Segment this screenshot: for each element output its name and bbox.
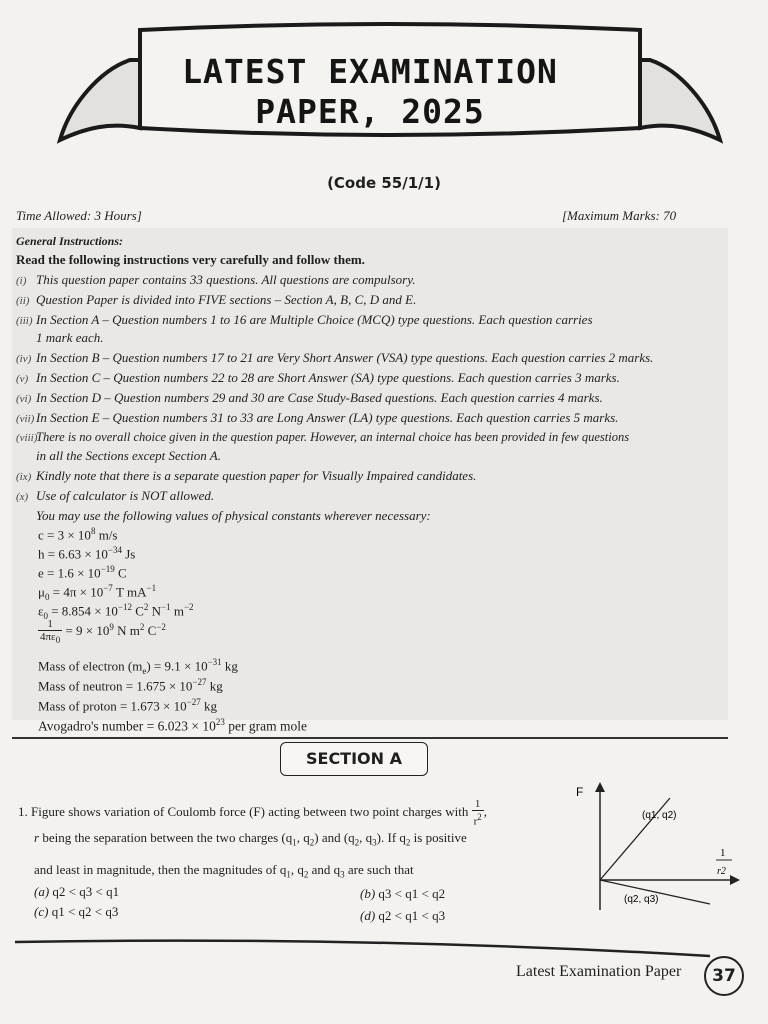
x-axis-label-den: r2 (717, 866, 726, 877)
instruction-item: (vii) In Section E – Question numbers 31 to 33 are Long Answer (LA) type questions. Each question carries 5 marks. (16, 410, 619, 425)
constant-eps0: $\varepsilon_0 = 8.854 \times 10^{-12}$ $C^2$ $N^{-1}$ $m^{-2}$ (38, 602, 194, 621)
constant-c: $c = 3 \times 10^8$ m/s (38, 526, 118, 543)
instruction-item: (v) In Section C – Question numbers 22 to 28 are Short Answer (SA) type questions. Each question carries 3 marks. (16, 370, 620, 385)
constant-coulomb: $\frac{1}{4\pi\varepsilon_0}$ = $9 \times 10^9$ N $m^2$ $C^{-2}$ (40, 618, 166, 646)
instruction-item-cont: 1 mark each. (36, 330, 104, 345)
instruction-item: (vi) In Section D – Question numbers 29 and 30 are Case Study-Based questions. Each question carries 4 marks. (16, 390, 603, 405)
coulomb-force-graph (560, 780, 750, 920)
option-a: (a) q2 < q3 < q1 (34, 884, 120, 899)
instructions-heading: General Instructions: (16, 234, 124, 248)
constant-h: $h = 6.63 \times 10^{-34}$ Js (38, 545, 136, 562)
title-line-1: LATEST EXAMINATION (182, 52, 558, 91)
panel-bottom-rule (12, 737, 728, 739)
x-axis-arrow (730, 875, 740, 885)
footer-rule (10, 930, 730, 960)
x-axis-label-num: 1 (720, 847, 726, 859)
constants-intro: You may use the following values of physical constants wherever necessary: (36, 508, 431, 523)
mass-proton: Mass of proton = $1.673 \times 10^{-27}$ kg (38, 697, 217, 714)
option-d: (d) q2 < q1 < q3 (360, 908, 446, 923)
option-c: (c) q1 < q2 < q3 (34, 904, 119, 919)
instruction-item: (ii) Question Paper is divided into FIVE sections – Section A, B, C, D and E. (16, 292, 417, 307)
question-1-line-1: 1. Figure shows variation of Coulomb force (F) acting between two point charges with $\frac{1}{r^2}$ , (18, 798, 488, 828)
y-axis-arrow (595, 782, 605, 792)
instruction-item: (iii) In Section A – Question numbers 1 to 16 are Multiple Choice (MCQ) type questions. Each question carries (16, 312, 593, 327)
option-b: (b) q3 < q1 < q2 (360, 886, 446, 901)
instruction-item-cont: in all the Sections except Section A. (36, 448, 221, 463)
instructions-lead: Read the following instructions very carefully and follow them. (16, 252, 365, 267)
y-axis-label: F (576, 785, 584, 799)
instruction-item: (ix) Kindly note that there is a separate question paper for Visually Impaired candidates. (16, 468, 477, 483)
page-number: 37 (704, 956, 744, 996)
question-1-line-2: r being the separation between the two charges ($q_1$, $q_2$) and ($q_2$, $q_3$). If $q_2$ is positive (34, 830, 467, 848)
time-allowed: Time Allowed: 3 Hours] (16, 208, 142, 223)
label-q1-q2: (q1, q2) (642, 810, 677, 821)
footer-title: Latest Examination Paper (516, 963, 682, 980)
instruction-item: (iv) In Section B – Question numbers 17 to 21 are Very Short Answer (VSA) type questions. Each question carries 2 marks. (16, 350, 654, 365)
mass-electron: Mass of electron $(m_e) = 9.1 \times 10^{-31}$ kg (38, 657, 238, 676)
instruction-item: (i) This question paper contains 33 questions. All questions are compulsory. (16, 272, 416, 287)
title-line-2: PAPER, 2025 (255, 92, 485, 131)
constant-mu0: $\mu_0 = 4\pi \times 10^{-7}$ T $mA^{-1}$ (38, 583, 157, 602)
question-1-line-3: and least in magnitude, then the magnitudes of $q_1$, $q_2$ and $q_3$ are such that (34, 862, 414, 880)
max-marks: [Maximum Marks: 70 (562, 208, 677, 223)
instruction-item: (x) Use of calculator is NOT allowed. (16, 488, 215, 503)
paper-code: (Code 55/1/1) (327, 174, 441, 192)
mass-neutron: Mass of neutron = $1.675 \times 10^{-27}$ kg (38, 677, 223, 694)
section-a-heading: SECTION A (280, 742, 428, 776)
avogadro-number: Avogadro's number = $6.023 \times 10^{23}$ per gram mole (38, 717, 307, 734)
instruction-item: (viii)There is no overall choice given in the question paper. However, an internal choice has been provided in few questions (16, 430, 630, 444)
label-q2-q3: (q2, q3) (624, 894, 659, 905)
constant-e: $e = 1.6 \times 10^{-19}$ C (38, 564, 127, 581)
